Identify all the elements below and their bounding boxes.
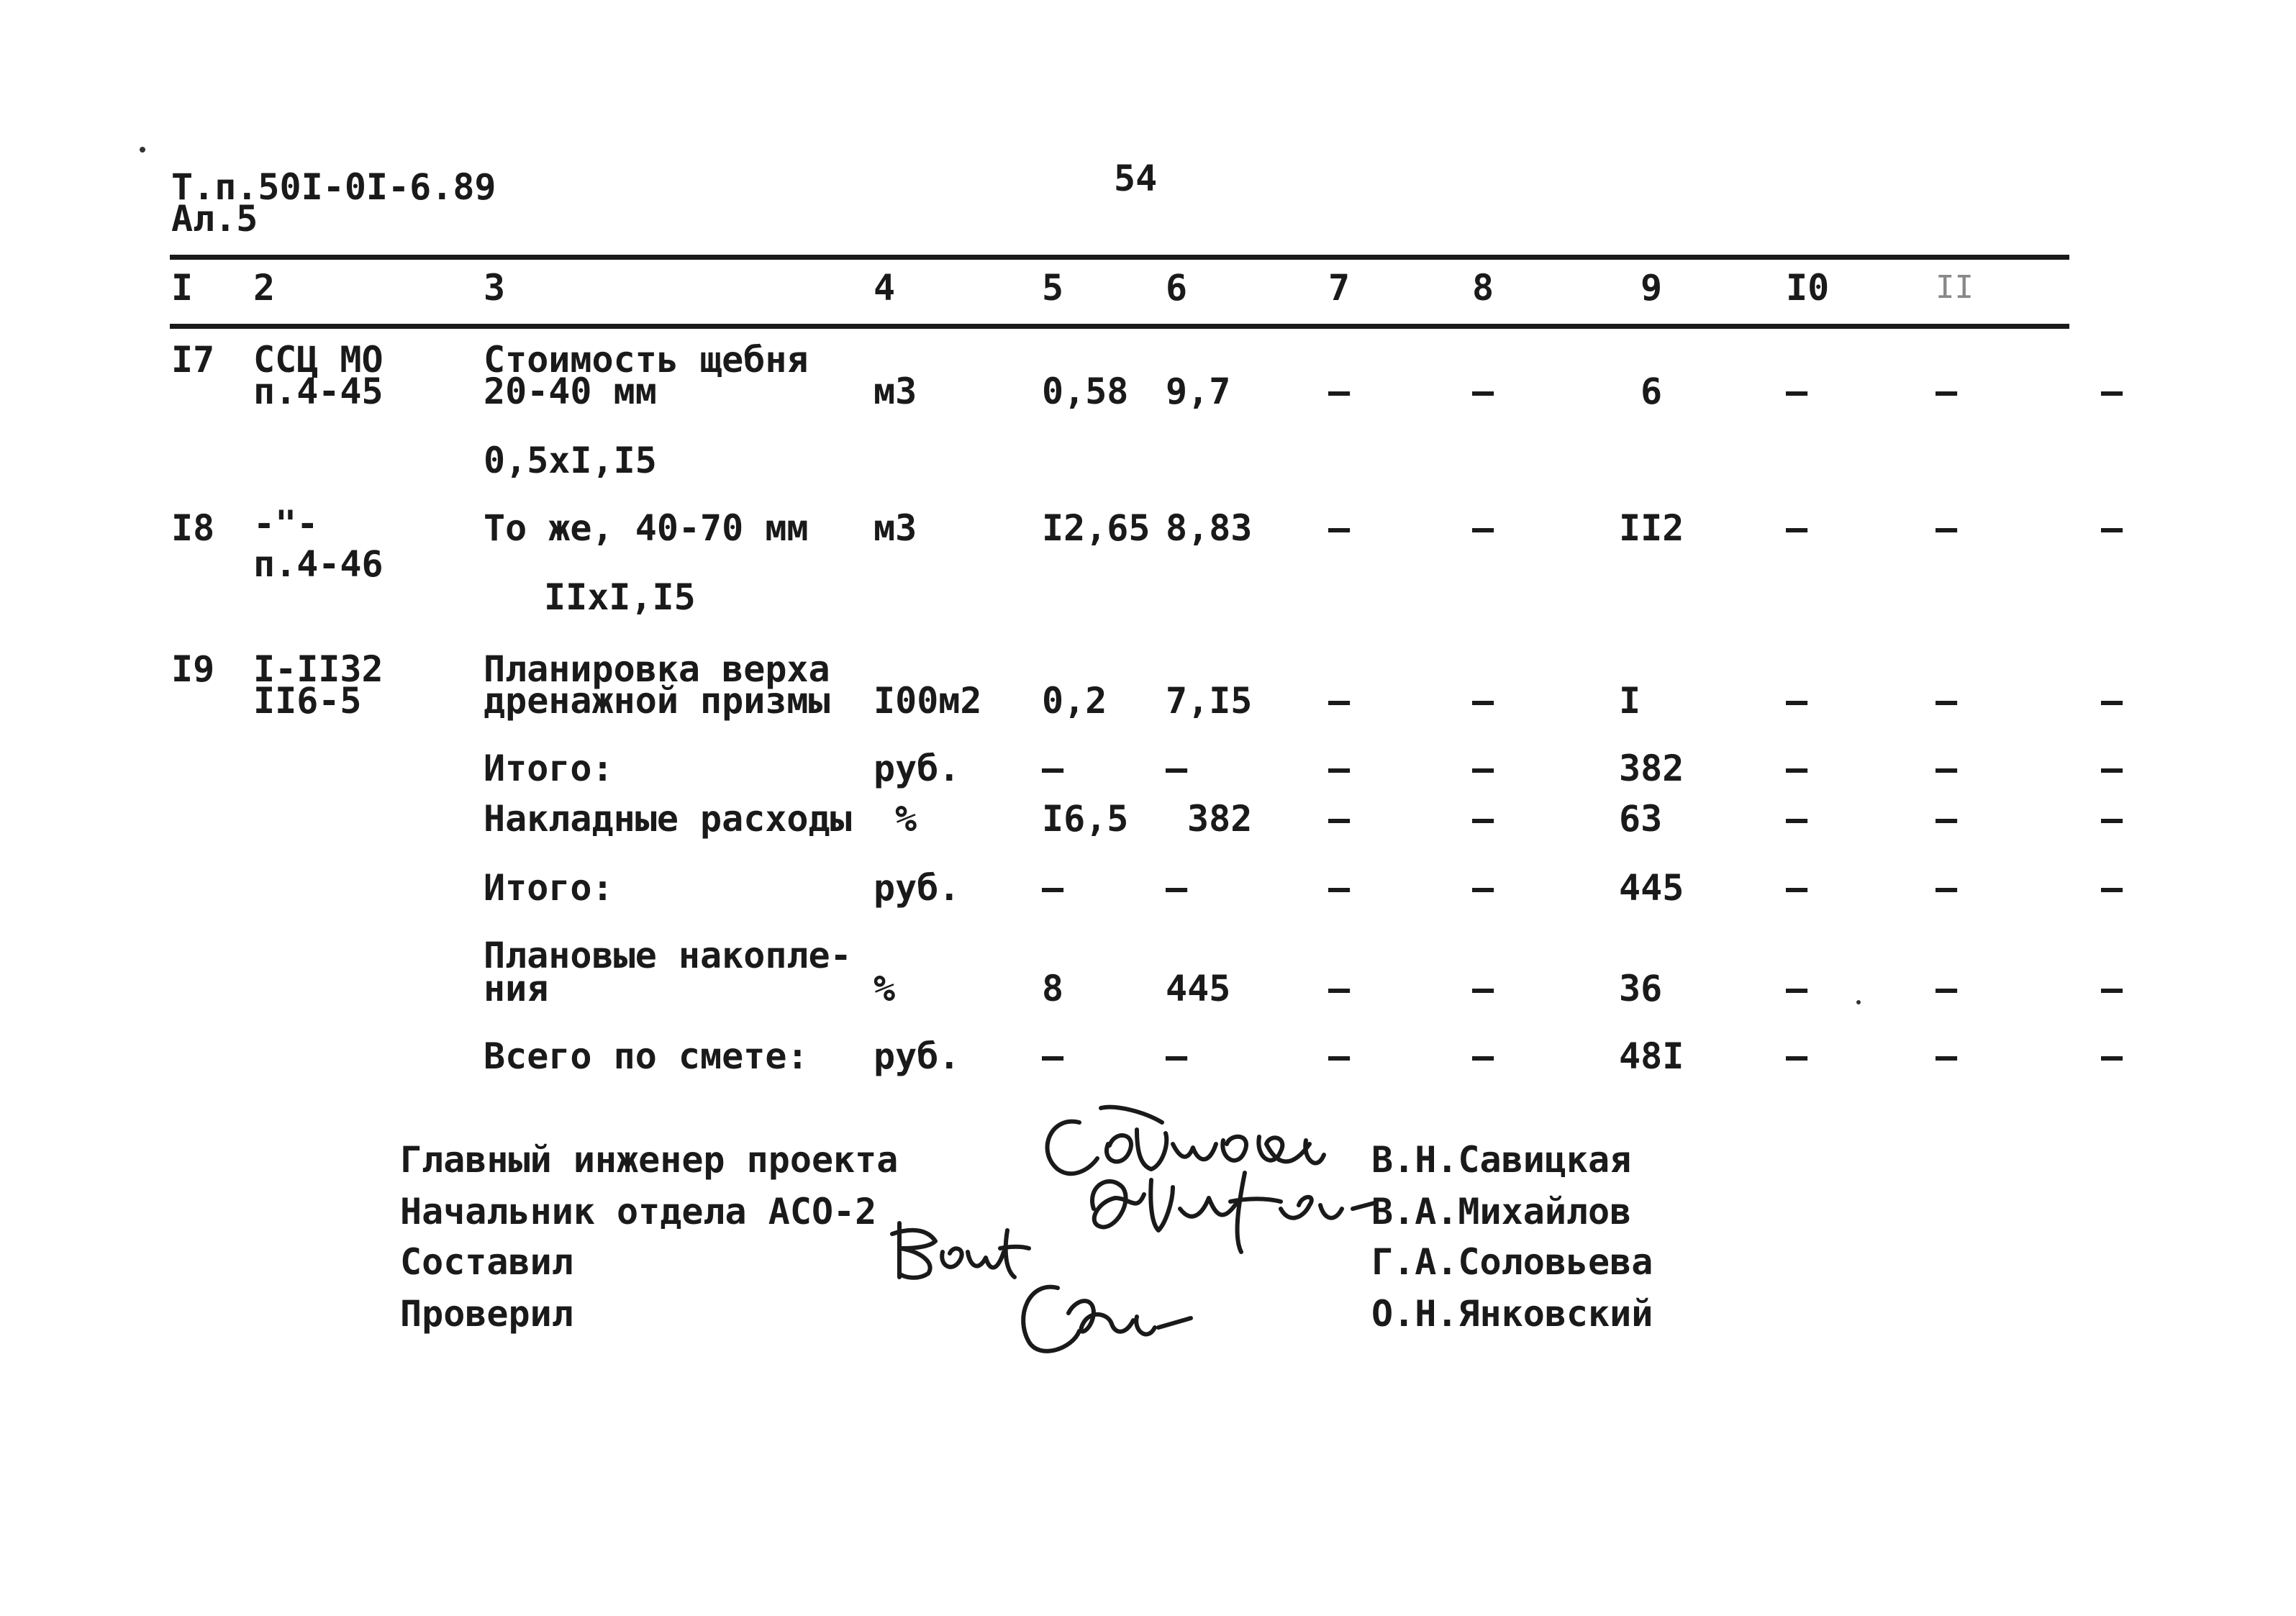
row-col11: – bbox=[1936, 507, 1958, 549]
total-col11: – bbox=[1936, 798, 1958, 840]
total-col11: – bbox=[1936, 968, 1958, 1009]
row-ref: п.4-46 bbox=[253, 543, 384, 585]
row-ref: п.4-45 bbox=[253, 371, 384, 412]
row-col5: 0,58 bbox=[1042, 371, 1129, 412]
col-header-3: 3 bbox=[484, 267, 506, 309]
row-ref: I-II32 bbox=[253, 648, 384, 690]
row-ref: II6-5 bbox=[253, 680, 362, 722]
row-col9: I bbox=[1619, 680, 1641, 722]
row-col5: I2,65 bbox=[1042, 507, 1151, 549]
row-col9: II2 bbox=[1619, 507, 1684, 549]
row-number: I7 bbox=[171, 339, 215, 381]
row-col8: – bbox=[1472, 680, 1494, 722]
row-description: 20-40 мм bbox=[484, 371, 657, 412]
row-col7: – bbox=[1328, 507, 1351, 549]
row-col10: – bbox=[1786, 371, 1808, 412]
total-col10: – bbox=[1786, 1035, 1808, 1077]
row-col6: 9,7 bbox=[1166, 371, 1231, 412]
total-col9: 48I bbox=[1619, 1035, 1684, 1077]
total-label: Накладные расходы bbox=[484, 798, 852, 840]
total-col6: 445 bbox=[1166, 968, 1231, 1009]
row-unit: м3 bbox=[874, 371, 917, 412]
row-col8: – bbox=[1472, 371, 1494, 412]
row-col12: – bbox=[2101, 371, 2123, 412]
row-col11: – bbox=[1936, 680, 1958, 722]
total-col9: 63 bbox=[1619, 798, 1663, 840]
signature-name: О.Н.Янковский bbox=[1371, 1293, 1653, 1335]
row-col12: – bbox=[2101, 507, 2123, 549]
total-label: Итого: bbox=[484, 867, 614, 909]
page-number: 54 bbox=[1114, 158, 1158, 199]
total-col10: – bbox=[1786, 968, 1808, 1009]
row-col9: 6 bbox=[1641, 371, 1663, 412]
col-header-6: 6 bbox=[1166, 267, 1188, 309]
total-col7: – bbox=[1328, 798, 1351, 840]
signature-name: Г.А.Соловьева bbox=[1371, 1241, 1653, 1283]
total-col8: – bbox=[1472, 748, 1494, 789]
col-header-9: 9 bbox=[1641, 267, 1663, 309]
row-col8: – bbox=[1472, 507, 1494, 549]
total-unit: % bbox=[895, 798, 917, 840]
table-header-rule bbox=[170, 324, 2069, 329]
scan-speck bbox=[1856, 1000, 1861, 1004]
scan-speck bbox=[140, 147, 145, 153]
row-col10: – bbox=[1786, 680, 1808, 722]
col-header-2: 2 bbox=[253, 267, 276, 309]
total-unit: руб. bbox=[874, 748, 961, 789]
total-unit: % bbox=[874, 968, 896, 1009]
col-header-10: I0 bbox=[1786, 267, 1830, 309]
total-col6: – bbox=[1166, 1035, 1188, 1077]
row-description: Планировка верха bbox=[484, 648, 830, 690]
row-col10: – bbox=[1786, 507, 1808, 549]
total-col7: – bbox=[1328, 748, 1351, 789]
row-description: То же, 40-70 мм bbox=[484, 507, 809, 549]
col-header-5: 5 bbox=[1042, 267, 1064, 309]
handwritten-signature bbox=[1007, 1274, 1194, 1367]
total-col11: – bbox=[1936, 1035, 1958, 1077]
total-col7: – bbox=[1328, 968, 1351, 1009]
total-col11: – bbox=[1936, 748, 1958, 789]
total-col8: – bbox=[1472, 968, 1494, 1009]
total-col10: – bbox=[1786, 798, 1808, 840]
col-header-11: II bbox=[1936, 269, 1974, 306]
row-number: I8 bbox=[171, 507, 215, 549]
row-unit: м3 bbox=[874, 507, 917, 549]
total-col5: 8 bbox=[1042, 968, 1064, 1009]
row-description: дренажной призмы bbox=[484, 680, 830, 722]
handwritten-signature bbox=[1065, 1158, 1381, 1259]
total-col12: – bbox=[2101, 1035, 2123, 1077]
signature-name: В.Н.Савицкая bbox=[1371, 1139, 1632, 1181]
total-unit: руб. bbox=[874, 1035, 961, 1077]
total-col11: – bbox=[1936, 867, 1958, 909]
total-col12: – bbox=[2101, 748, 2123, 789]
total-unit: руб. bbox=[874, 867, 961, 909]
total-col9: 382 bbox=[1619, 748, 1684, 789]
row-col7: – bbox=[1328, 680, 1351, 722]
row-ref: -"- bbox=[253, 503, 319, 545]
row-number: I9 bbox=[171, 648, 215, 690]
total-col7: – bbox=[1328, 1035, 1351, 1077]
row-formula: IIxI,I5 bbox=[544, 576, 696, 618]
total-col8: – bbox=[1472, 798, 1494, 840]
row-col5: 0,2 bbox=[1042, 680, 1107, 722]
col-header-7: 7 bbox=[1328, 267, 1351, 309]
row-col6: 7,I5 bbox=[1166, 680, 1253, 722]
total-col6: 382 bbox=[1187, 798, 1253, 840]
signature-role: Составил bbox=[400, 1241, 573, 1283]
row-ref: ССЦ МО bbox=[253, 339, 384, 381]
row-formula: 0,5xI,I5 bbox=[484, 440, 657, 481]
total-col5: I6,5 bbox=[1042, 798, 1129, 840]
total-col6: – bbox=[1166, 867, 1188, 909]
total-col8: – bbox=[1472, 867, 1494, 909]
total-col12: – bbox=[2101, 968, 2123, 1009]
signature-role: Главный инженер проекта bbox=[400, 1139, 899, 1181]
sheet-label: Ал.5 bbox=[171, 198, 258, 240]
signature-role: Проверил bbox=[400, 1293, 573, 1335]
total-col9: 36 bbox=[1619, 968, 1663, 1009]
signature-role: Начальник отдела АСО-2 bbox=[400, 1191, 877, 1233]
total-label: ния bbox=[484, 968, 549, 1009]
total-col5: – bbox=[1042, 748, 1064, 789]
total-col12: – bbox=[2101, 798, 2123, 840]
total-col10: – bbox=[1786, 867, 1808, 909]
total-col5: – bbox=[1042, 1035, 1064, 1077]
signature-name: В.А.Михайлов bbox=[1371, 1191, 1632, 1233]
row-unit: I00м2 bbox=[874, 680, 982, 722]
total-label: Итого: bbox=[484, 748, 614, 789]
doc-code: Т.п.50I-0I-6.89 bbox=[171, 166, 496, 208]
total-label: Плановые накопле- bbox=[484, 935, 852, 976]
total-label: Всего по смете: bbox=[484, 1035, 809, 1077]
row-col6: 8,83 bbox=[1166, 507, 1253, 549]
row-col12: – bbox=[2101, 680, 2123, 722]
row-col11: – bbox=[1936, 371, 1958, 412]
total-col8: – bbox=[1472, 1035, 1494, 1077]
row-description: Стоимость щебня bbox=[484, 339, 809, 381]
total-col9: 445 bbox=[1619, 867, 1684, 909]
col-header-4: 4 bbox=[874, 267, 896, 309]
total-col6: – bbox=[1166, 748, 1188, 789]
table-top-rule bbox=[170, 255, 2069, 260]
total-col5: – bbox=[1042, 867, 1064, 909]
col-header-1: I bbox=[171, 267, 194, 309]
col-header-8: 8 bbox=[1472, 267, 1494, 309]
row-col7: – bbox=[1328, 371, 1351, 412]
total-col10: – bbox=[1786, 748, 1808, 789]
total-col12: – bbox=[2101, 867, 2123, 909]
total-col7: – bbox=[1328, 867, 1351, 909]
